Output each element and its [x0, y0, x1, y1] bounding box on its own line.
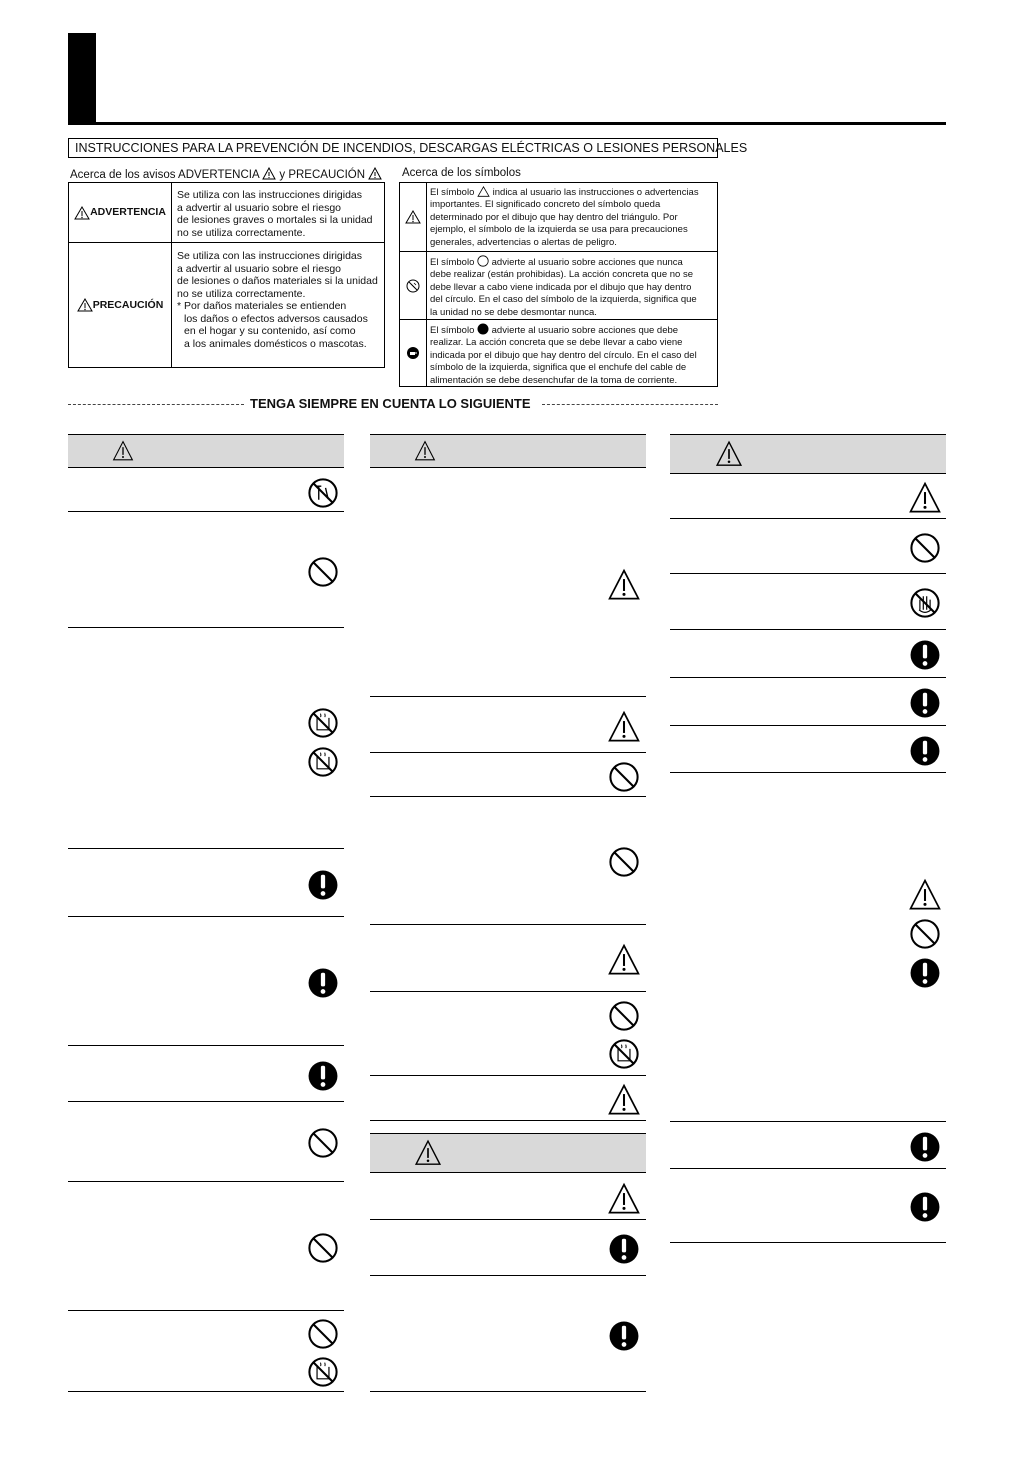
- triangle-outline-icon: [477, 186, 490, 197]
- item-divider: [68, 1045, 344, 1046]
- caution-triangle-icon: [607, 710, 641, 744]
- warning-triangle-icon: [262, 167, 276, 180]
- column-header-band: [670, 434, 946, 474]
- main-heading: [68, 138, 748, 158]
- prohibited-icon: [607, 999, 641, 1033]
- item-divider: [68, 1310, 344, 1311]
- caution-triangle-icon: [607, 1182, 641, 1216]
- mandatory-action-icon: [908, 734, 942, 768]
- item-divider: [370, 991, 646, 992]
- mandatory-action-icon: [908, 1130, 942, 1164]
- prohibited-icon: [306, 1231, 340, 1265]
- mandatory-action-icon: [306, 966, 340, 1000]
- symbols-heading: Acerca de los símbolos: [402, 167, 521, 179]
- item-divider: [68, 627, 344, 628]
- column-header-band: [370, 1133, 646, 1173]
- item-divider: [68, 848, 344, 849]
- no-disassembly-icon: [406, 279, 420, 293]
- no-water-icon: [306, 745, 340, 779]
- mandatory-action-icon: [607, 1232, 641, 1266]
- caution-triangle-icon: [414, 440, 436, 462]
- prohibited-icon: [607, 760, 641, 794]
- caution-triangle-icon: [715, 440, 743, 468]
- item-divider: [670, 725, 946, 726]
- advertencia-label-cell: ADVERTENCIA: [69, 183, 171, 242]
- caution-triangle-icon: [77, 298, 93, 312]
- item-divider: [370, 924, 646, 925]
- no-water-icon: [306, 1355, 340, 1389]
- banner-dotted-right: [542, 404, 718, 405]
- prohibited-icon: [306, 1126, 340, 1160]
- caution-triangle-icon: [908, 878, 942, 912]
- item-divider: [68, 1101, 344, 1102]
- item-divider: [370, 1075, 646, 1076]
- caution-triangle-icon: [414, 1139, 442, 1167]
- symbols-table: [399, 182, 718, 387]
- prohibited-icon: [306, 555, 340, 589]
- item-divider: [370, 796, 646, 797]
- no-touch-icon: [908, 586, 942, 620]
- column-header-band: [370, 434, 646, 468]
- item-divider: [370, 1219, 646, 1220]
- item-divider: [370, 1120, 646, 1121]
- item-divider: [670, 1121, 946, 1122]
- symbol-triangle-description: El símbolo indica al usuario las instrucciones o advertencias importantes. El significado concreto del símbolo queda determinado por el dibujo que hay dentro del triángulo. Por ejemplo, el símbolo de la izquierda se usa para precauciones generales, advertencias o alertas de peligro.: [430, 187, 699, 248]
- item-divider: [370, 696, 646, 697]
- banner-text: TENGA SIEMPRE EN CUENTA LO SIGUIENTE: [250, 396, 531, 411]
- precaucion-label-cell: PRECAUCIÓN: [69, 243, 171, 367]
- mandatory-action-icon: [908, 638, 942, 672]
- symbol-prohibition-cell: [400, 252, 426, 319]
- item-divider: [68, 1391, 344, 1392]
- item-divider: [670, 772, 946, 773]
- header-rule: [68, 122, 946, 125]
- caution-triangle-icon: [908, 481, 942, 515]
- banner-dotted-left: [68, 404, 244, 405]
- caution-triangle-icon: [607, 568, 641, 602]
- item-divider: [670, 573, 946, 574]
- filled-circle-icon: [477, 323, 489, 335]
- caution-triangle-icon: [607, 943, 641, 977]
- item-divider: [370, 1391, 646, 1392]
- general-warning-icon: [405, 210, 421, 224]
- item-divider: [370, 1275, 646, 1276]
- item-divider: [68, 511, 344, 512]
- mandatory-action-icon: [908, 956, 942, 990]
- main-heading-text: INSTRUCCIONES PARA LA PREVENCIÓN DE INCENDIOS, DESCARGAS ELÉCTRICAS O LESIONES PERSONALES: [75, 141, 748, 155]
- item-divider: [68, 1181, 344, 1182]
- prohibited-icon: [607, 845, 641, 879]
- unplug-icon: [406, 346, 420, 360]
- circle-outline-icon: [477, 255, 489, 267]
- no-water-icon: [306, 706, 340, 740]
- mandatory-action-icon: [306, 1059, 340, 1093]
- advertencia-description: Se utiliza con las instrucciones dirigidas a advertir al usuario sobre el riesgo de lesiones graves o mortales si la unidad no se utiliza correctamente.: [177, 189, 373, 239]
- item-divider: [670, 1242, 946, 1243]
- warnings-heading: Acerca de los avisos ADVERTENCIA y PRECAUCIÓN: [70, 167, 382, 181]
- warning-triangle-icon: [74, 206, 90, 220]
- item-divider: [370, 752, 646, 753]
- mandatory-action-icon: [306, 868, 340, 902]
- item-divider: [670, 677, 946, 678]
- section-marker-bar: [68, 33, 96, 125]
- no-disassembly-icon: [306, 476, 340, 510]
- mandatory-action-icon: [908, 1190, 942, 1224]
- item-divider: [670, 1168, 946, 1169]
- no-water-icon: [607, 1037, 641, 1071]
- prohibited-icon: [908, 917, 942, 951]
- item-divider: [670, 629, 946, 630]
- symbol-prohibition-description: El símbolo advierte al usuario sobre acciones que nunca debe realizar (están prohibidas). La acción concreta que no se debe llevar a cabo viene indicada por el dibujo que hay dentro del círculo. En el caso del símbolo de la izquierda, significa que la unidad no se debe desmontar nunca.: [430, 257, 697, 318]
- mandatory-action-icon: [908, 686, 942, 720]
- prohibited-icon: [306, 1317, 340, 1351]
- item-divider: [68, 916, 344, 917]
- warnings-table: [68, 182, 385, 368]
- mandatory-action-icon: [607, 1319, 641, 1353]
- caution-triangle-icon: [112, 440, 134, 462]
- item-divider: [670, 518, 946, 519]
- caution-triangle-icon: [368, 167, 382, 180]
- column-header-band: [68, 434, 344, 468]
- symbol-mandatory-cell: [400, 320, 426, 386]
- symbol-triangle-cell: [400, 183, 426, 251]
- prohibited-icon: [908, 531, 942, 565]
- symbol-mandatory-description: El símbolo advierte al usuario sobre acciones que debe realizar. La acción concreta que se debe llevar a cabo viene indicada por el dibujo que hay dentro del círculo. En el caso del símbolo de la izquierda, significa que el enchufe del cable de alimentación se debe desenchufar de la toma de corriente.: [430, 325, 697, 386]
- precaucion-description: Se utiliza con las instrucciones dirigidas a advertir al usuario sobre el riesgo de lesiones o daños materiales si la unidad no se utiliza correctamente. * Por daños materiales se entienden los daños o efectos adversos causados en el hogar y su contenido, así como a los animales domésticos o mascotas.: [177, 250, 378, 350]
- caution-triangle-icon: [607, 1083, 641, 1117]
